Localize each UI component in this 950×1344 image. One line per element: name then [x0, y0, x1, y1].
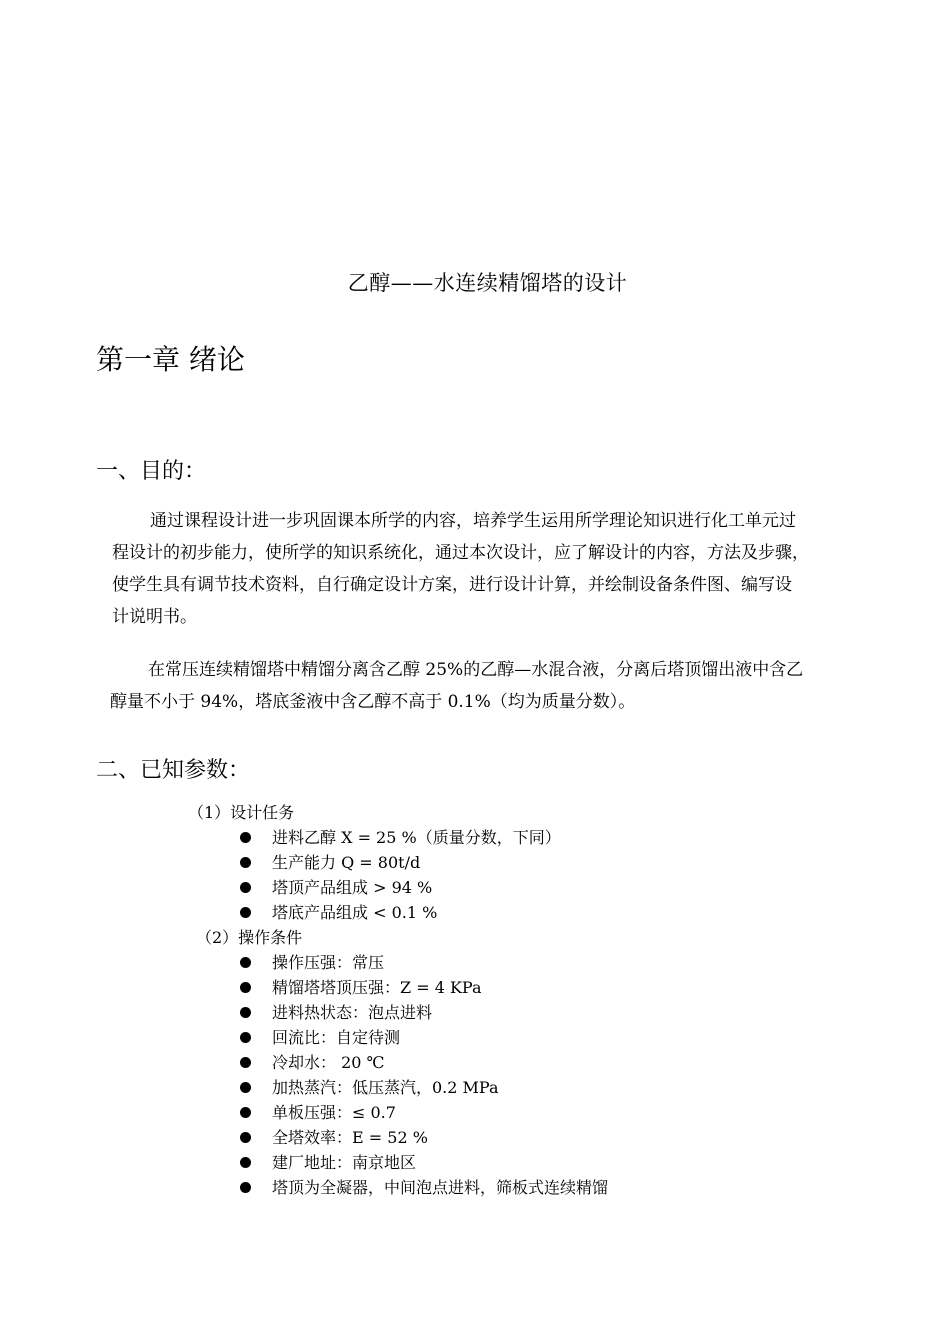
list-item: [240, 950, 608, 975]
bullet-icon: [240, 1032, 251, 1043]
section-heading-purpose: 一、目的：: [96, 459, 207, 484]
list-item-text: 单板压强：≤ 0.7: [272, 1103, 396, 1122]
purpose-paragraph-1: [112, 505, 892, 633]
list-item-text: 建厂地址：南京地区: [272, 1153, 417, 1172]
list-item: [240, 900, 561, 925]
bullet-icon: [240, 982, 251, 993]
paragraph-line: 在常压连续精馏塔中精馏分离含乙醇 25%的乙醇—水混合液，分离后塔顶馏出液中含乙: [148, 660, 804, 680]
list-item: [240, 1100, 608, 1125]
list-item: [240, 825, 561, 850]
bullet-icon: [240, 857, 251, 868]
list-item: [240, 975, 608, 1000]
list-item-text: 进料热状态：泡点进料: [272, 1003, 433, 1022]
list-item-text: 冷却水： 20 ℃: [272, 1053, 385, 1072]
list-item-text: 生产能力 Q = 80t/d: [272, 853, 421, 872]
bullet-icon: [240, 1182, 251, 1193]
bullet-icon: [240, 1082, 251, 1093]
paragraph-line: 通过课程设计进一步巩固课本所学的内容，培养学生运用所学理论知识进行化工单元过: [150, 511, 796, 531]
paragraph-line: 醇量不小于 94%，塔底釜液中含乙醇不高于 0.1%（均为质量分数）。: [110, 692, 636, 712]
bullet-icon: [240, 1132, 251, 1143]
list-item: [240, 1175, 608, 1200]
list-item-text: 全塔效率：E = 52 %: [272, 1128, 428, 1147]
operating-conditions-heading: （2）操作条件: [196, 928, 303, 947]
list-item-text: 回流比：自定待测: [272, 1028, 401, 1047]
list-item: [240, 850, 561, 875]
list-item: [240, 1150, 608, 1175]
operating-conditions-list: [240, 950, 608, 1200]
list-item: [240, 1000, 608, 1025]
document-title: 乙醇——水连续精馏塔的设计: [347, 271, 628, 295]
bullet-icon: [240, 907, 251, 918]
list-item-text: 塔顶产品组成 > 94 %: [272, 878, 433, 897]
list-item-text: 进料乙醇 X = 25 %（质量分数，下同）: [272, 828, 561, 847]
bullet-icon: [240, 1007, 251, 1018]
purpose-paragraph-2: [110, 654, 890, 718]
list-item-text: 精馏塔塔顶压强：Z = 4 KPa: [272, 978, 482, 997]
list-item-text: 塔顶为全凝器，中间泡点进料，筛板式连续精馏: [272, 1178, 609, 1197]
bullet-icon: [240, 1157, 251, 1168]
list-item: [240, 1050, 608, 1075]
chapter-heading: 第一章 绪论: [96, 343, 245, 376]
design-task-list: [240, 825, 561, 925]
bullet-icon: [240, 1107, 251, 1118]
bullet-icon: [240, 957, 251, 968]
list-item-text: 加热蒸汽：低压蒸汽，0.2 MPa: [272, 1078, 499, 1097]
bullet-icon: [240, 882, 251, 893]
bullet-icon: [240, 832, 251, 843]
list-item: [240, 875, 561, 900]
bullet-icon: [240, 1057, 251, 1068]
paragraph-line: 计说明书。: [112, 607, 197, 627]
list-item-text: 塔底产品组成 < 0.1 %: [272, 903, 438, 922]
list-item: [240, 1125, 608, 1150]
design-task-heading: （1）设计任务: [188, 803, 295, 822]
list-item: [240, 1075, 608, 1100]
paragraph-line: 使学生具有调节技术资料，自行确定设计方案，进行设计计算，并绘制设备条件图、编写设: [112, 575, 792, 595]
list-item: [240, 1025, 608, 1050]
list-item-text: 操作压强：常压: [272, 953, 385, 972]
section-heading-known-parameters: 二、已知参数：: [96, 758, 251, 783]
paragraph-line: 程设计的初步能力，使所学的知识系统化，通过本次设计，应了解设计的内容，方法及步骤，: [112, 543, 809, 563]
